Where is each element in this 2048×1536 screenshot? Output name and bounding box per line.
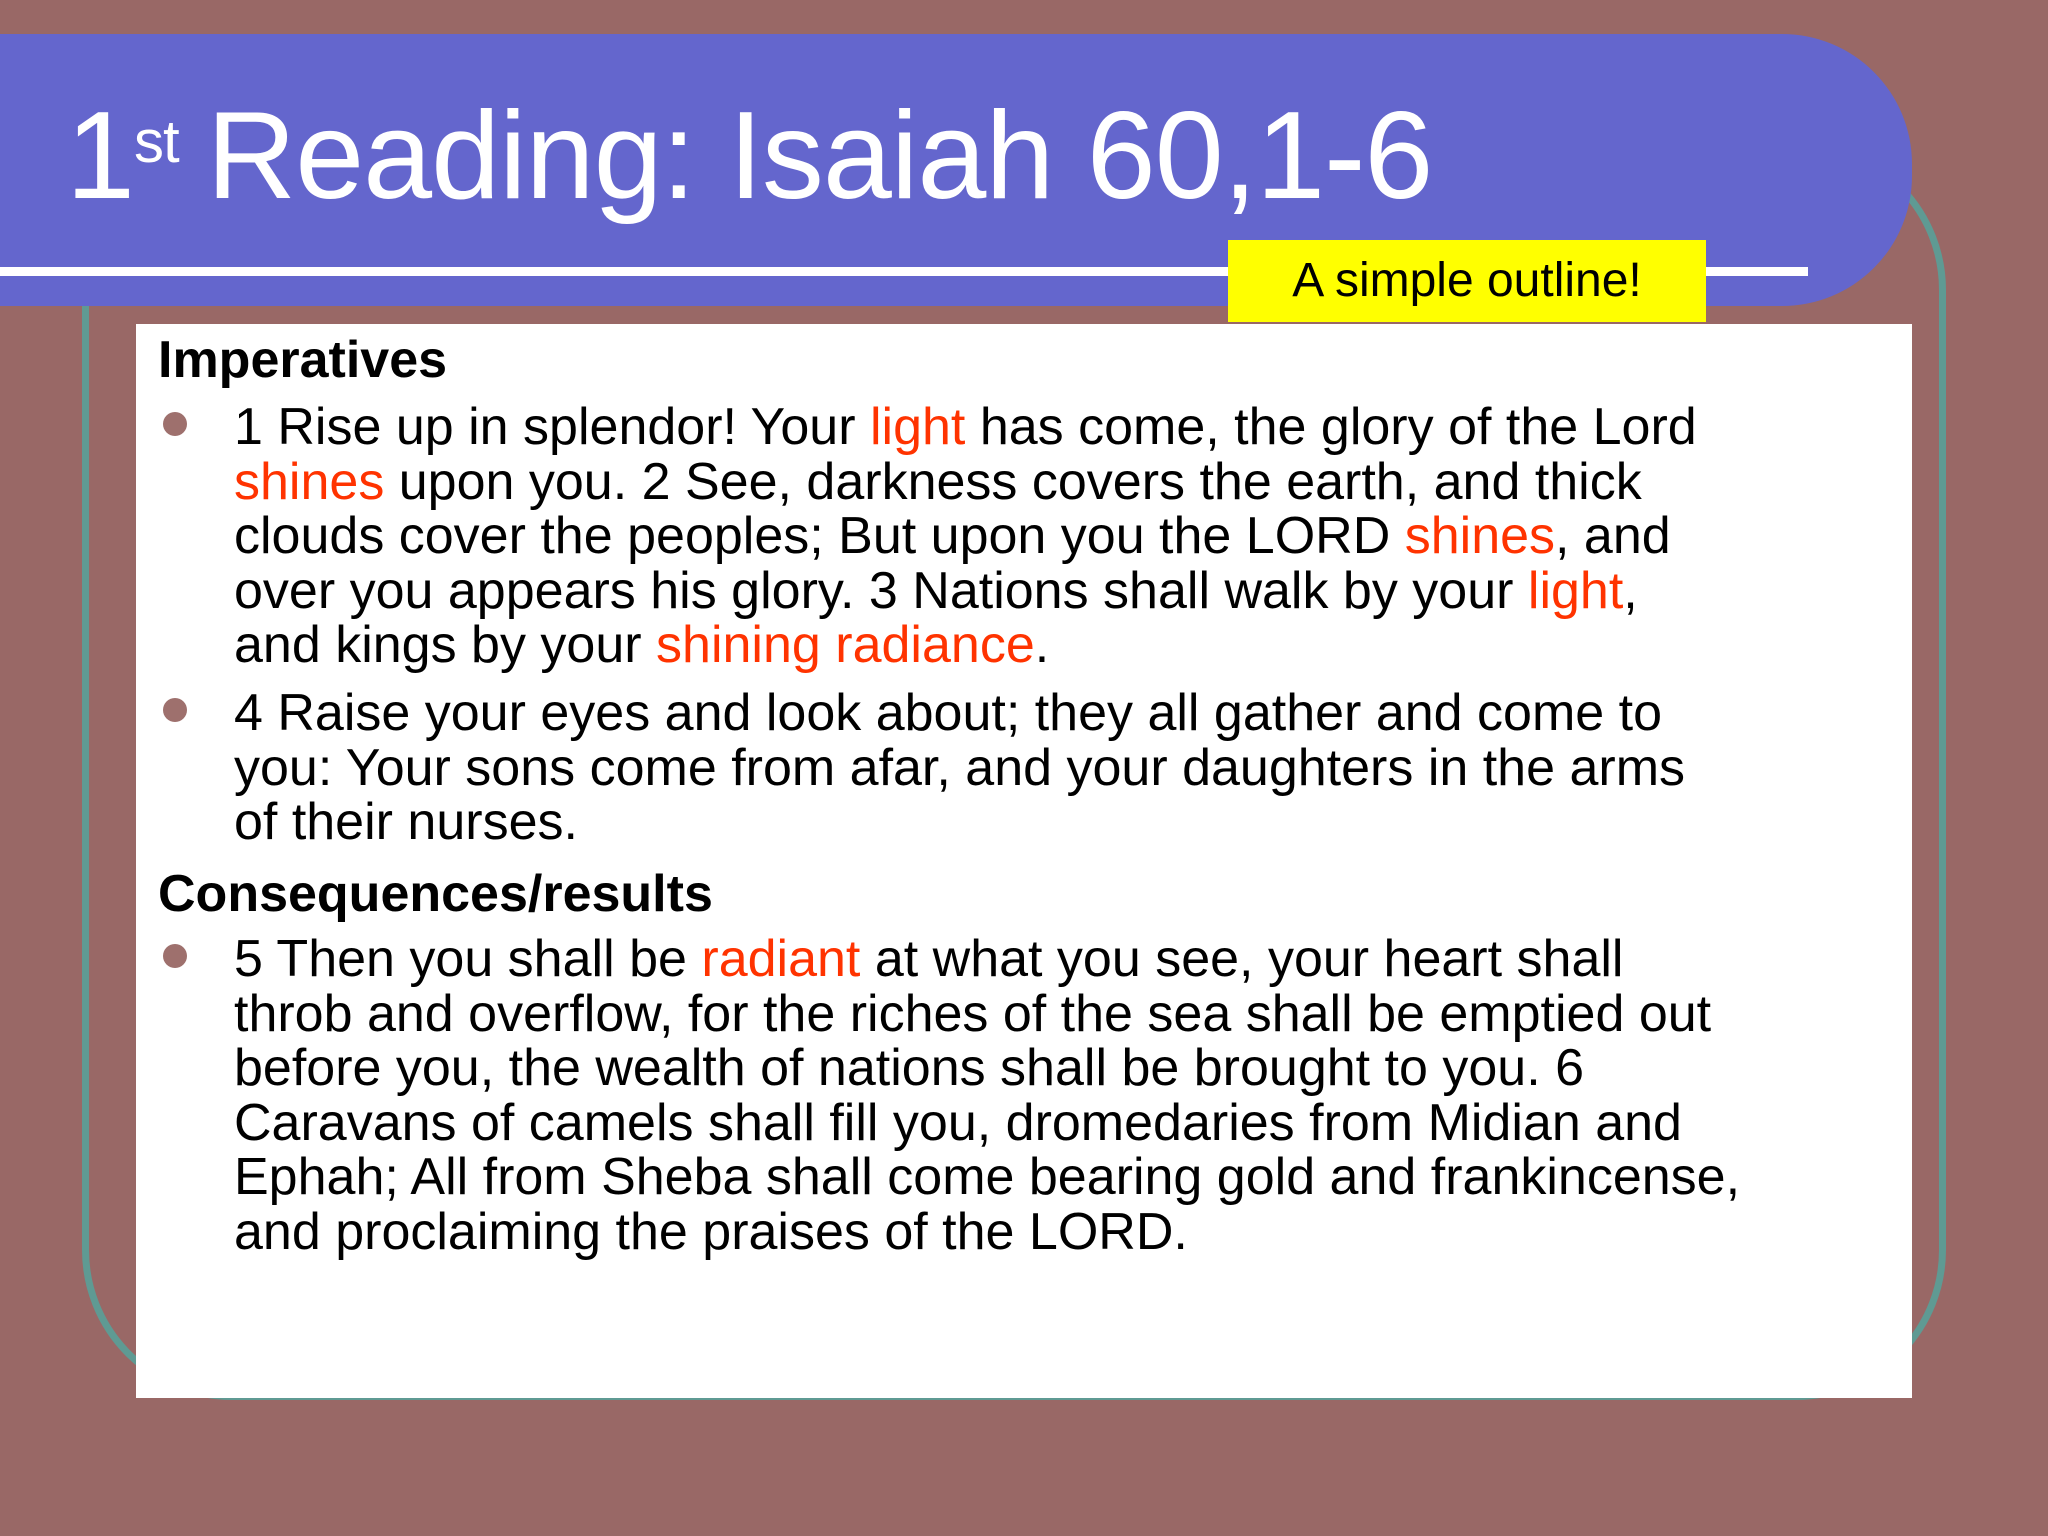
text-line <box>234 618 1894 673</box>
slide-title <box>66 87 1433 225</box>
bullet-icon <box>163 944 187 968</box>
text-line <box>234 509 1894 564</box>
text-run: 5 Then you shall be <box>234 930 702 988</box>
text-run: has come, the glory of the Lord <box>965 398 1697 456</box>
text-run: of their nurses. <box>234 793 578 852</box>
title-number: 1 <box>66 87 134 225</box>
text-line <box>234 1041 1894 1096</box>
highlighted-word: light <box>869 398 966 456</box>
imperatives-heading: Imperatives <box>158 331 448 389</box>
outline-badge: A simple outline! <box>1228 240 1706 322</box>
consequences-heading: Consequences/results <box>158 865 713 923</box>
text-line <box>234 984 1894 1043</box>
text-run: over you appears his glory. 3 Nations shall walk by your <box>234 561 1528 620</box>
text-run: 1 Rise up in splendor! Your <box>234 398 870 456</box>
highlighted-word: radiant <box>701 930 861 988</box>
text-run: and kings by your <box>234 616 657 675</box>
highlighted-word: shines <box>234 452 385 511</box>
content-box <box>136 324 1912 1398</box>
text-line <box>234 795 1894 850</box>
text-line <box>234 1202 1894 1261</box>
text-line <box>234 738 1894 797</box>
text-run: Caravans of camels shall fill you, dromedaries from Midian and <box>234 1093 1682 1152</box>
text-run: you: Your sons come from afar, and your daughters in the arms <box>234 738 1686 797</box>
text-line <box>234 452 1894 511</box>
text-line <box>234 1093 1894 1152</box>
bullet-icon <box>163 698 187 722</box>
highlighted-word: light <box>1527 561 1624 620</box>
text-line <box>234 561 1894 620</box>
highlighted-word: shines <box>1404 507 1556 566</box>
bullet-text-3 <box>234 932 1894 1260</box>
text-run: and proclaiming the praises of the LORD. <box>234 1202 1188 1261</box>
text-run: . <box>1034 616 1050 675</box>
text-run: , <box>1623 561 1638 620</box>
text-run: , and <box>1555 507 1671 566</box>
title-rest: Reading: Isaiah 60,1-6 <box>206 87 1433 225</box>
bullet-text-2 <box>234 686 1894 850</box>
text-line <box>234 400 1894 455</box>
text-line <box>234 932 1894 987</box>
highlighted-word: shining radiance <box>656 616 1035 675</box>
title-superscript: st <box>133 108 179 175</box>
text-run: 4 Raise your eyes and look about; they all gather and come to <box>234 684 1662 742</box>
text-run: throb and overflow, for the riches of the sea shall be emptied out <box>234 984 1712 1043</box>
bullet-text-1 <box>234 400 1894 673</box>
text-run: upon you. 2 See, darkness covers the earth, and thick <box>384 452 1642 511</box>
bullet-icon <box>163 412 187 436</box>
text-line <box>234 686 1894 741</box>
text-run: at what you see, your heart shall <box>860 930 1624 988</box>
text-run: clouds cover the peoples; But upon you the LORD <box>234 507 1405 566</box>
text-run: before you, the wealth of nations shall be brought to you. 6 <box>234 1039 1585 1098</box>
text-run: Ephah; All from Sheba shall come bearing gold and frankincense, <box>234 1148 1741 1207</box>
text-line <box>234 1150 1894 1205</box>
